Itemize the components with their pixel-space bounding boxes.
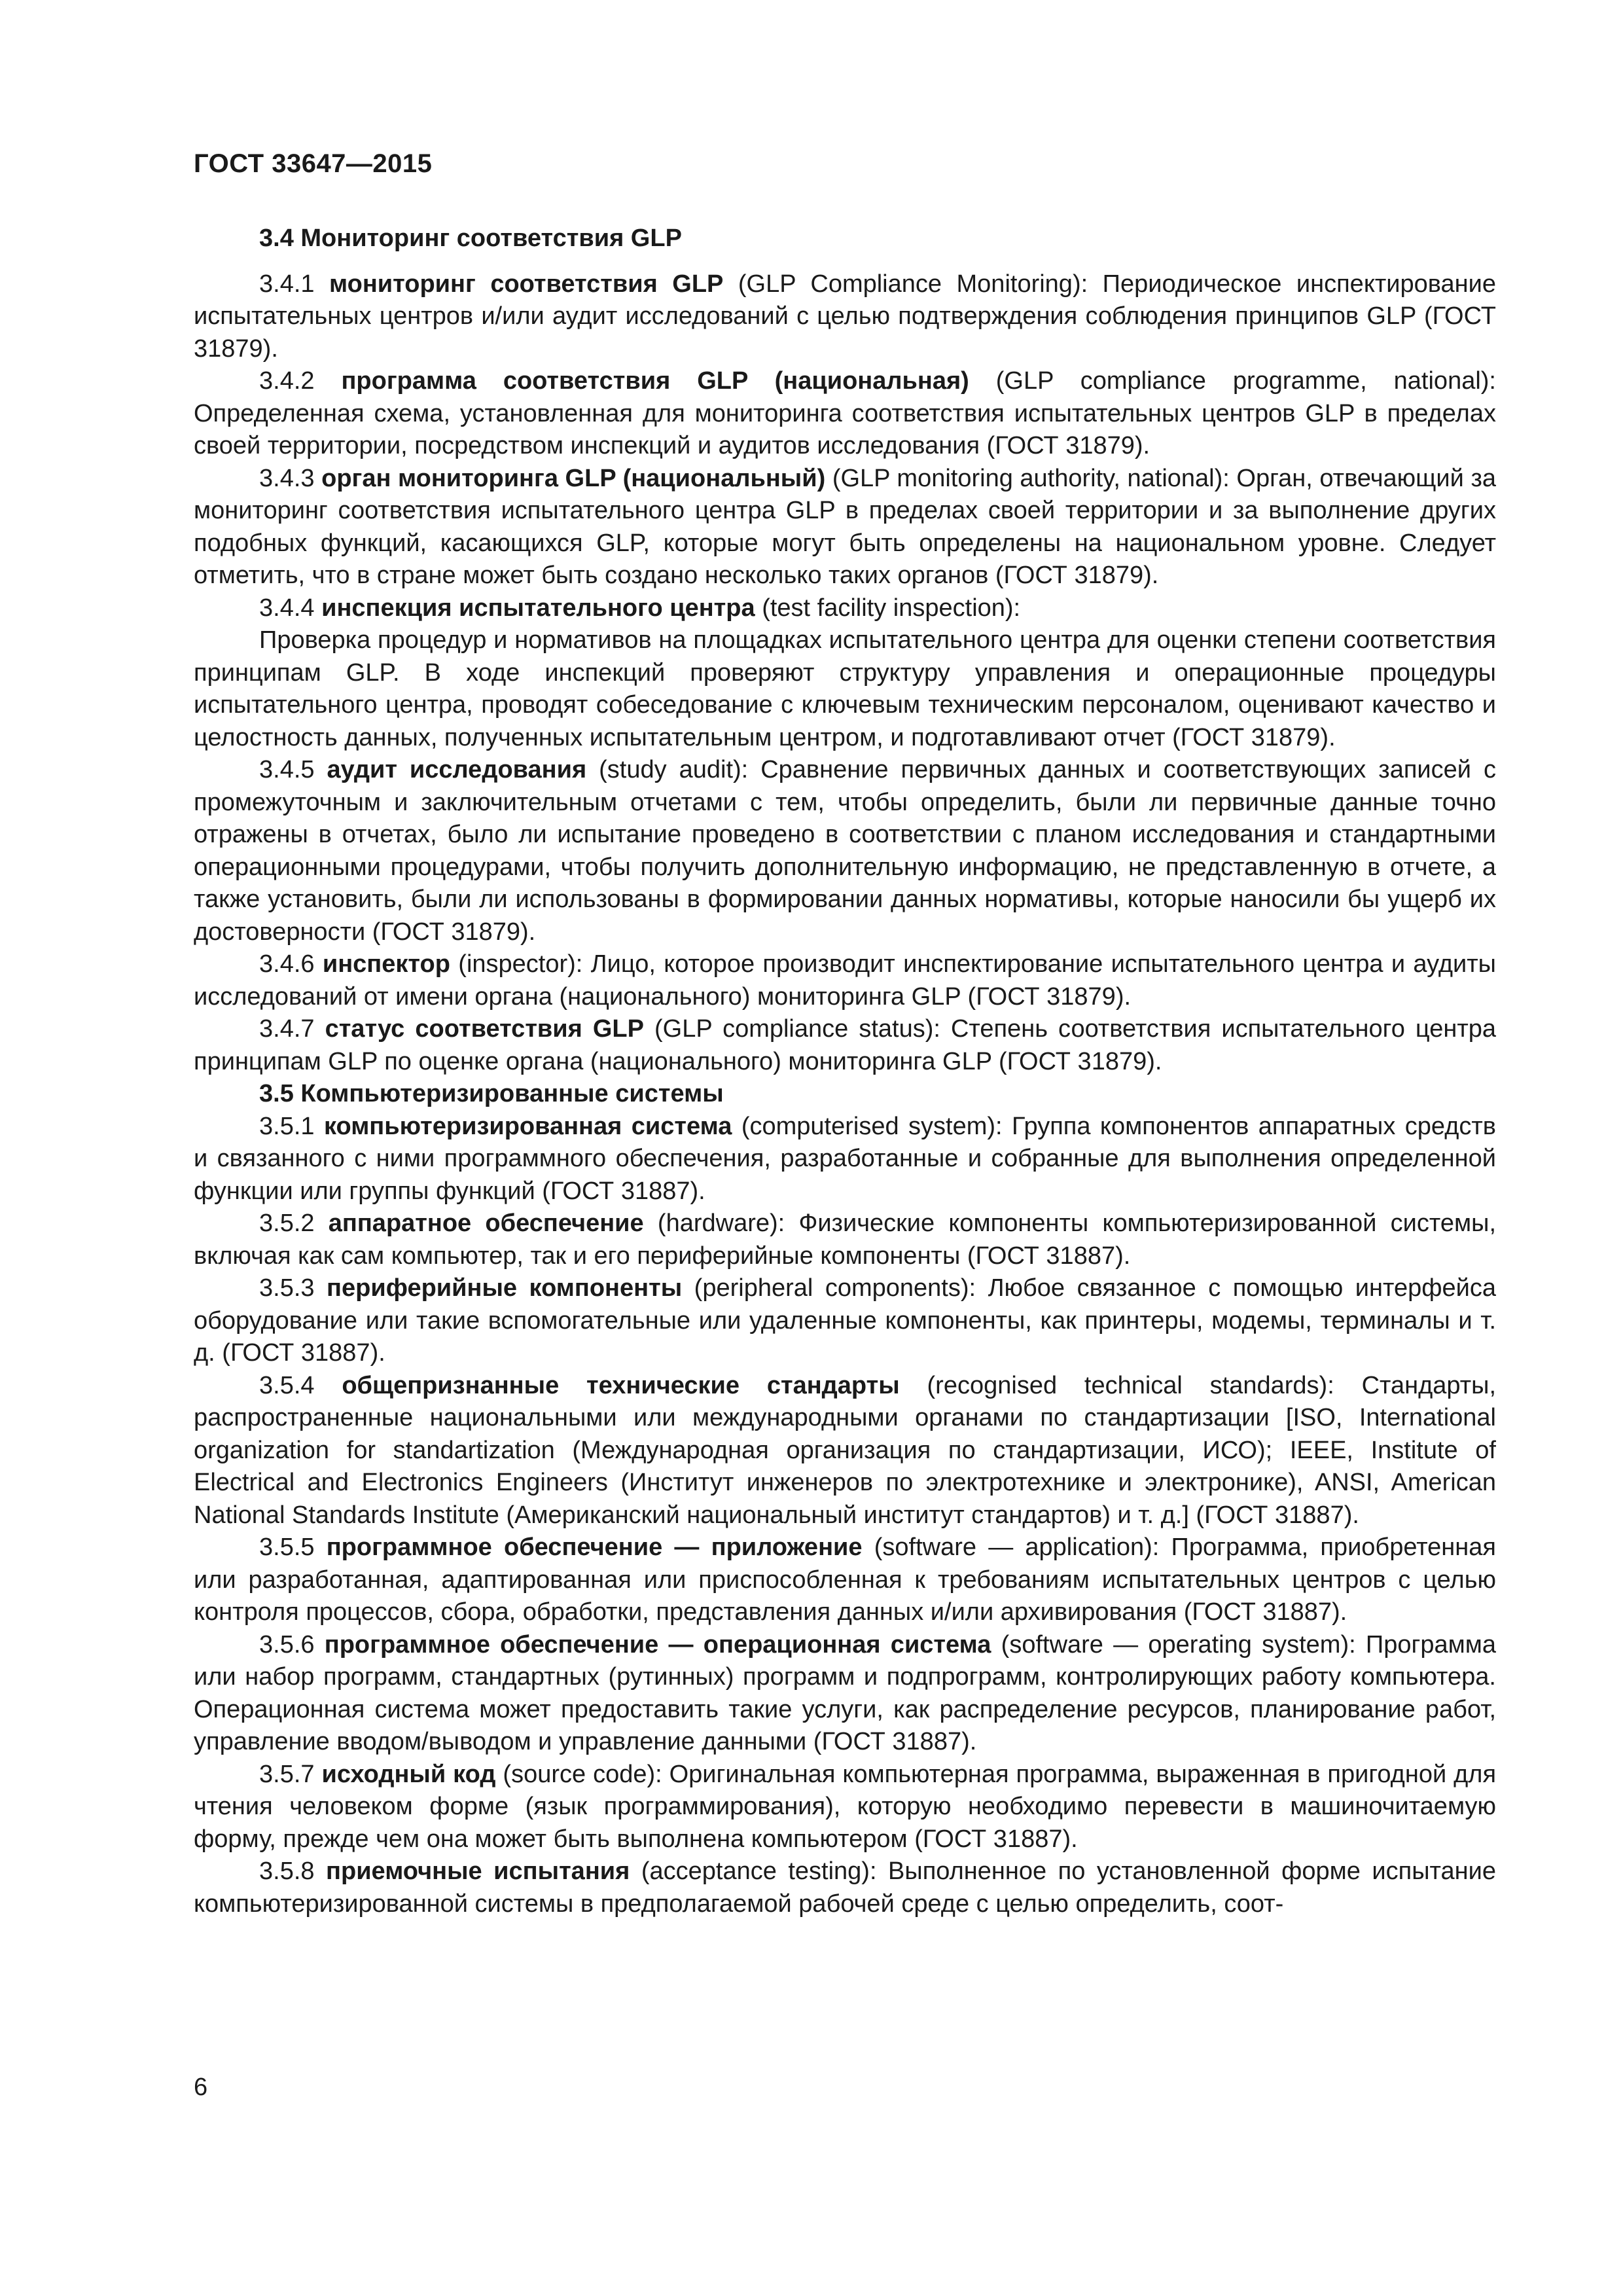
definition-text: (computerised system): Группа компонентов аппаратных средств и связанного с ними программного обеспечения, разработанные и собранные для выполнения определенной функции или группы функций (ГОСТ 31887). <box>194 1112 1496 1205</box>
clause-number: 3.4.6 <box>259 950 323 978</box>
clause-number: 3.5.5 <box>259 1534 327 1561</box>
definition-3-5-1 <box>194 1111 1496 1208</box>
standard-designation-header: ГОСТ 33647—2015 <box>194 149 433 178</box>
term: периферийные компоненты <box>327 1274 683 1302</box>
definition-3-4-2 <box>194 365 1496 463</box>
term: программное обеспечение — операционная система <box>324 1630 991 1659</box>
term: программное обеспечение — приложение <box>326 1534 863 1561</box>
definition-text: (peripheral components): Любое связанное с помощью интерфейса оборудование или такие вспомогательные или удаленные компоненты, как принтеры, модемы, терминалы и т. д. (ГОСТ 31887). <box>194 1274 1496 1367</box>
term: исходный код <box>321 1760 496 1788</box>
definition-3-4-4 <box>194 592 1496 625</box>
clause-number: 3.5.7 <box>259 1760 322 1788</box>
definition-text: (GLP monitoring authority, national): Орган, отвечающий за мониторинг соответствия испытательного центра GLP в пределах своей территории и за выполнение других подобных функций, касающихся GLP, которые могут быть определены на национальном уровне. Следует отметить, что в стране может быть создано несколько таких органов (ГОСТ 31879). <box>194 464 1497 589</box>
term: инспекция испытательного центра <box>321 594 755 622</box>
definition-text: (recognised technical standards): Стандарты, распространенные национальными или международными органами по стандартизации [ISO, International organization for standartization (Международная организация по стандартизации, ИСО); IEEE, Institute of Electrical and Electronics Engineers (Институт инженеров по электротехнике и электронике), ANSI, American National Standards Institute (Американский национальный институт стандартов) и т. д.] (ГОСТ 31887). <box>194 1371 1497 1529</box>
clause-number: 3.4.3 <box>259 464 322 492</box>
term: мониторинг соответствия GLP <box>329 270 724 298</box>
definition-text: (test facility inspection): <box>755 594 1021 622</box>
term: орган мониторинга GLP (национальный) <box>321 464 826 492</box>
term: программа соответствия GLP (национальная) <box>341 367 969 395</box>
clause-number: 3.5.4 <box>259 1371 342 1399</box>
definition-3-5-2 <box>194 1208 1496 1272</box>
definition-text: (inspector): Лицо, которое производит инспектирование испытательного центра и аудиты исследований от имени органа (национального) мониторинга GLP (ГОСТ 31879). <box>194 950 1496 1011</box>
term: общепризнанные технические стандарты <box>342 1371 900 1399</box>
page-number: 6 <box>194 2073 208 2101</box>
definition-text: (software — application): Программа, приобретенная или разработанная, адаптированная или приспособленная к требованиям испытательных центров с целью контроля процессов, сбора, обработки, представления данных и/или архивирования (ГОСТ 31887). <box>194 1534 1496 1626</box>
definition-text: (acceptance testing): Выполненное по установленной форме испытание компьютеризированной системы в предполагаемой рабочей среде с целью определить, соот- <box>194 1857 1496 1918</box>
term: аудит исследования <box>327 756 587 783</box>
term: компьютеризированная система <box>323 1112 732 1140</box>
definition-3-5-7 <box>194 1759 1496 1856</box>
definition-3-4-7 <box>194 1013 1496 1078</box>
definition-text: (GLP compliance status): Степень соответствия испытательного центра принципам GLP по оценке органа (национального) мониторинга GLP (ГОСТ 31879). <box>194 1015 1497 1075</box>
clause-number: 3.5.6 <box>259 1630 325 1659</box>
clause-number: 3.4.7 <box>259 1015 325 1043</box>
clause-number: 3.4.2 <box>259 367 342 395</box>
definition-3-4-4-body: Проверка процедур и нормативов на площадках испытательного центра для оценки степени соответствия принципам GLP. В ходе инспекций проверяют структуру управления и операционные процедуры испытательного центра, проводят собеседование с ключевым техническим персоналом, оценивают качество и целостность данных, полученных испытательным центром, и подготавливают отчет (ГОСТ 31879). <box>194 626 1496 751</box>
term: статус соответствия GLP <box>325 1015 644 1043</box>
document-body <box>194 223 1496 1920</box>
clause-number: 3.4.5 <box>259 756 327 783</box>
definition-text: (software — operating system): Программа или набор программ, стандартных (рутинных) программ и подпрограмм, контролирующих работу компьютера. Операционная система может предоставить такие услуги, как распределение ресурсов, планирование работ, управление вводом/выводом и управление данными (ГОСТ 31887). <box>194 1630 1496 1755</box>
term: инспектор <box>322 950 450 978</box>
definition-text: (study audit): Сравнение первичных данных и соответствующих записей с промежуточным и заключительным отчетами с тем, чтобы определить, были ли первичные данные точно отражены в отчетах, было ли испытание проведено в соответствии с планом исследования и стандартными операционными процедурами, чтобы получить дополнительную информацию, не представленную в отчете, а также установить, были ли использованы в формировании данных нормативы, которые наносили бы ущерб их достоверности (ГОСТ 31879). <box>194 756 1497 946</box>
section-title-3-5: 3.5 Компьютеризированные системы <box>259 1080 724 1107</box>
clause-number: 3.5.3 <box>259 1274 327 1302</box>
clause-number: 3.5.2 <box>259 1210 329 1237</box>
section-title-3-4: 3.4 Мониторинг соответствия GLP <box>259 224 682 252</box>
clause-number: 3.5.8 <box>259 1857 327 1885</box>
definition-3-4-3 <box>194 463 1496 592</box>
definition-text: (source code): Оригинальная компьютерная программа, выраженная в пригодной для чтения человеком форме (язык программирования), которую необходимо перевести в машиночитаемую форму, прежде чем она может быть выполнена компьютером (ГОСТ 31887). <box>194 1760 1497 1853</box>
definition-3-4-5 <box>194 754 1496 948</box>
definition-3-4-1 <box>194 268 1496 366</box>
clause-number: 3.4.1 <box>259 270 330 298</box>
term: аппаратное обеспечение <box>328 1210 644 1237</box>
clause-number: 3.5.1 <box>259 1112 324 1140</box>
definition-3-5-4 <box>194 1370 1496 1532</box>
definition-3-5-6 <box>194 1629 1496 1759</box>
definition-text: (hardware): Физические компоненты компьютеризированной системы, включая как сам компьютер, так и его периферийные компоненты (ГОСТ 31887). <box>194 1210 1496 1270</box>
definition-3-4-6 <box>194 948 1496 1013</box>
term: приемочные испытания <box>326 1857 630 1885</box>
definition-3-5-8 <box>194 1856 1496 1920</box>
clause-number: 3.4.4 <box>259 594 322 622</box>
definition-3-5-5 <box>194 1532 1496 1629</box>
definition-text: (GLP compliance programme, national): Определенная схема, установленная для мониторинга соответствия испытательных центров GLP в пределах своей территории, посредством инспекций и аудитов исследования (ГОСТ 31879). <box>194 367 1496 459</box>
definition-3-5-3 <box>194 1272 1496 1370</box>
definition-text: (GLP Compliance Monitoring): Периодическое инспектирование испытательных центров и/или аудит исследований с целью подтверждения соблюдения принципов GLP (ГОСТ 31879). <box>194 270 1497 363</box>
